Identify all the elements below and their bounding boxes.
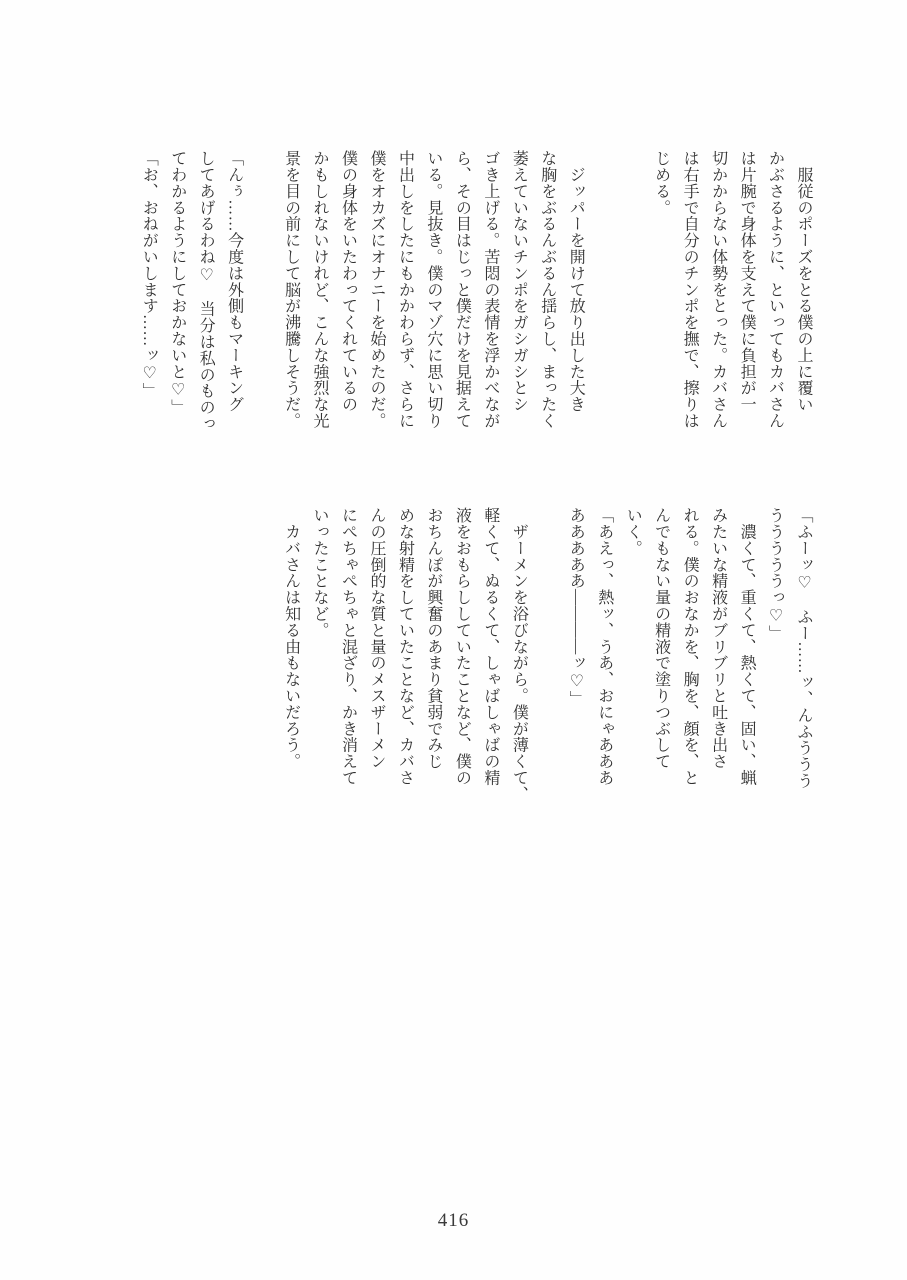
text-column: いく。 (624, 507, 642, 557)
text-column: 服従のポーズをとる僕の上に覆い (795, 150, 812, 413)
text-column: は右手で自分のチンポを撫で、擦りは (681, 150, 699, 429)
text-column: かもしれないけれど、こんな強烈な光 (311, 150, 329, 429)
text-column: んでもない量の精液で塗りつぶして (652, 507, 670, 770)
text-column (589, 150, 617, 450)
text-block-bottom (276, 507, 817, 807)
text-column: ザーメンを浴びながら。僕が薄くて、 (510, 507, 528, 803)
text-column: めな射精をしていたことなど、カバさ (396, 507, 414, 786)
text-column: ゴき上げる。苦悶の表情を浮かべなが (481, 150, 499, 429)
text-column: な胸をぶるんぶるん揺らし、まったく (538, 150, 556, 429)
text-column: あああああ――――ッ♡」 (567, 507, 585, 707)
text-column: にぺちゃぺちゃと混ざり、かき消えて (339, 507, 357, 786)
text-column: てわかるようにしておかないと♡」 (168, 150, 186, 416)
text-column: みたいな精液がブリブリと吐き出さ (709, 507, 727, 770)
text-column: してあげるわね♡ 当分は私のものっ (197, 150, 215, 432)
text-column: いったことなど。 (311, 507, 329, 639)
text-column: 僕の身体をいたわってくれているの (339, 150, 357, 413)
text-column: は片腕で身体を支えて僕に負担が一 (738, 150, 756, 413)
text-column: ら、その目はじっと僕だけを見据えて (453, 150, 471, 429)
text-column: 萎えていないチンポをガシガシとシ (510, 150, 528, 413)
page-number: 416 (437, 1210, 470, 1231)
text-column: かぶさるように、といってもカバさん (766, 150, 784, 429)
text-block-top (134, 150, 817, 450)
text-column: 中出しをしたにもかかわらず、さらに (396, 150, 414, 429)
text-column (618, 150, 646, 450)
text-column: んの圧倒的な質と量のメスザーメン (367, 507, 385, 770)
text-column: 「んぅ……今度は外側もマーキング (225, 150, 243, 413)
text-column: カバさんは知る由もないだろう。 (282, 507, 300, 770)
text-column: ジッパーを開けて放り出した大き (567, 150, 585, 413)
text-column: じめる。 (652, 150, 670, 216)
text-column (532, 507, 560, 807)
text-column: 「あえっ、熱ッ、うあ、おにゃあああ (595, 507, 613, 786)
text-column: 「ふーッ♡ ふー……ッ、んふううう (795, 507, 812, 789)
text-column: 「お、おねがいします……ッ♡」 (140, 150, 158, 399)
text-column: 景を目の前にして脳が沸騰しそうだ。 (282, 150, 300, 429)
text-column: うううううっ♡」 (766, 507, 784, 642)
text-column: 液をおもらししていたことなど、僕の (453, 507, 471, 786)
text-column: 僕をオカズにオナニーを始めたのだ。 (367, 150, 385, 429)
text-column: 濃くて、重くて、熱くて、固い、蝋 (738, 507, 756, 786)
text-column: おちんぽが興奮のあまり貧弱でみじ (424, 507, 442, 770)
text-column (248, 150, 276, 450)
text-column: 切かからない体勢をとった。カバさん (709, 150, 727, 429)
text-column: 軽くて、ぬるくて、しゃばしゃばの精 (481, 507, 499, 786)
text-column: いる。見抜き。僕のマゾ穴に思い切り (424, 150, 442, 429)
text-column: れる。僕のおなかを、胸を、顔を、と (681, 507, 699, 786)
